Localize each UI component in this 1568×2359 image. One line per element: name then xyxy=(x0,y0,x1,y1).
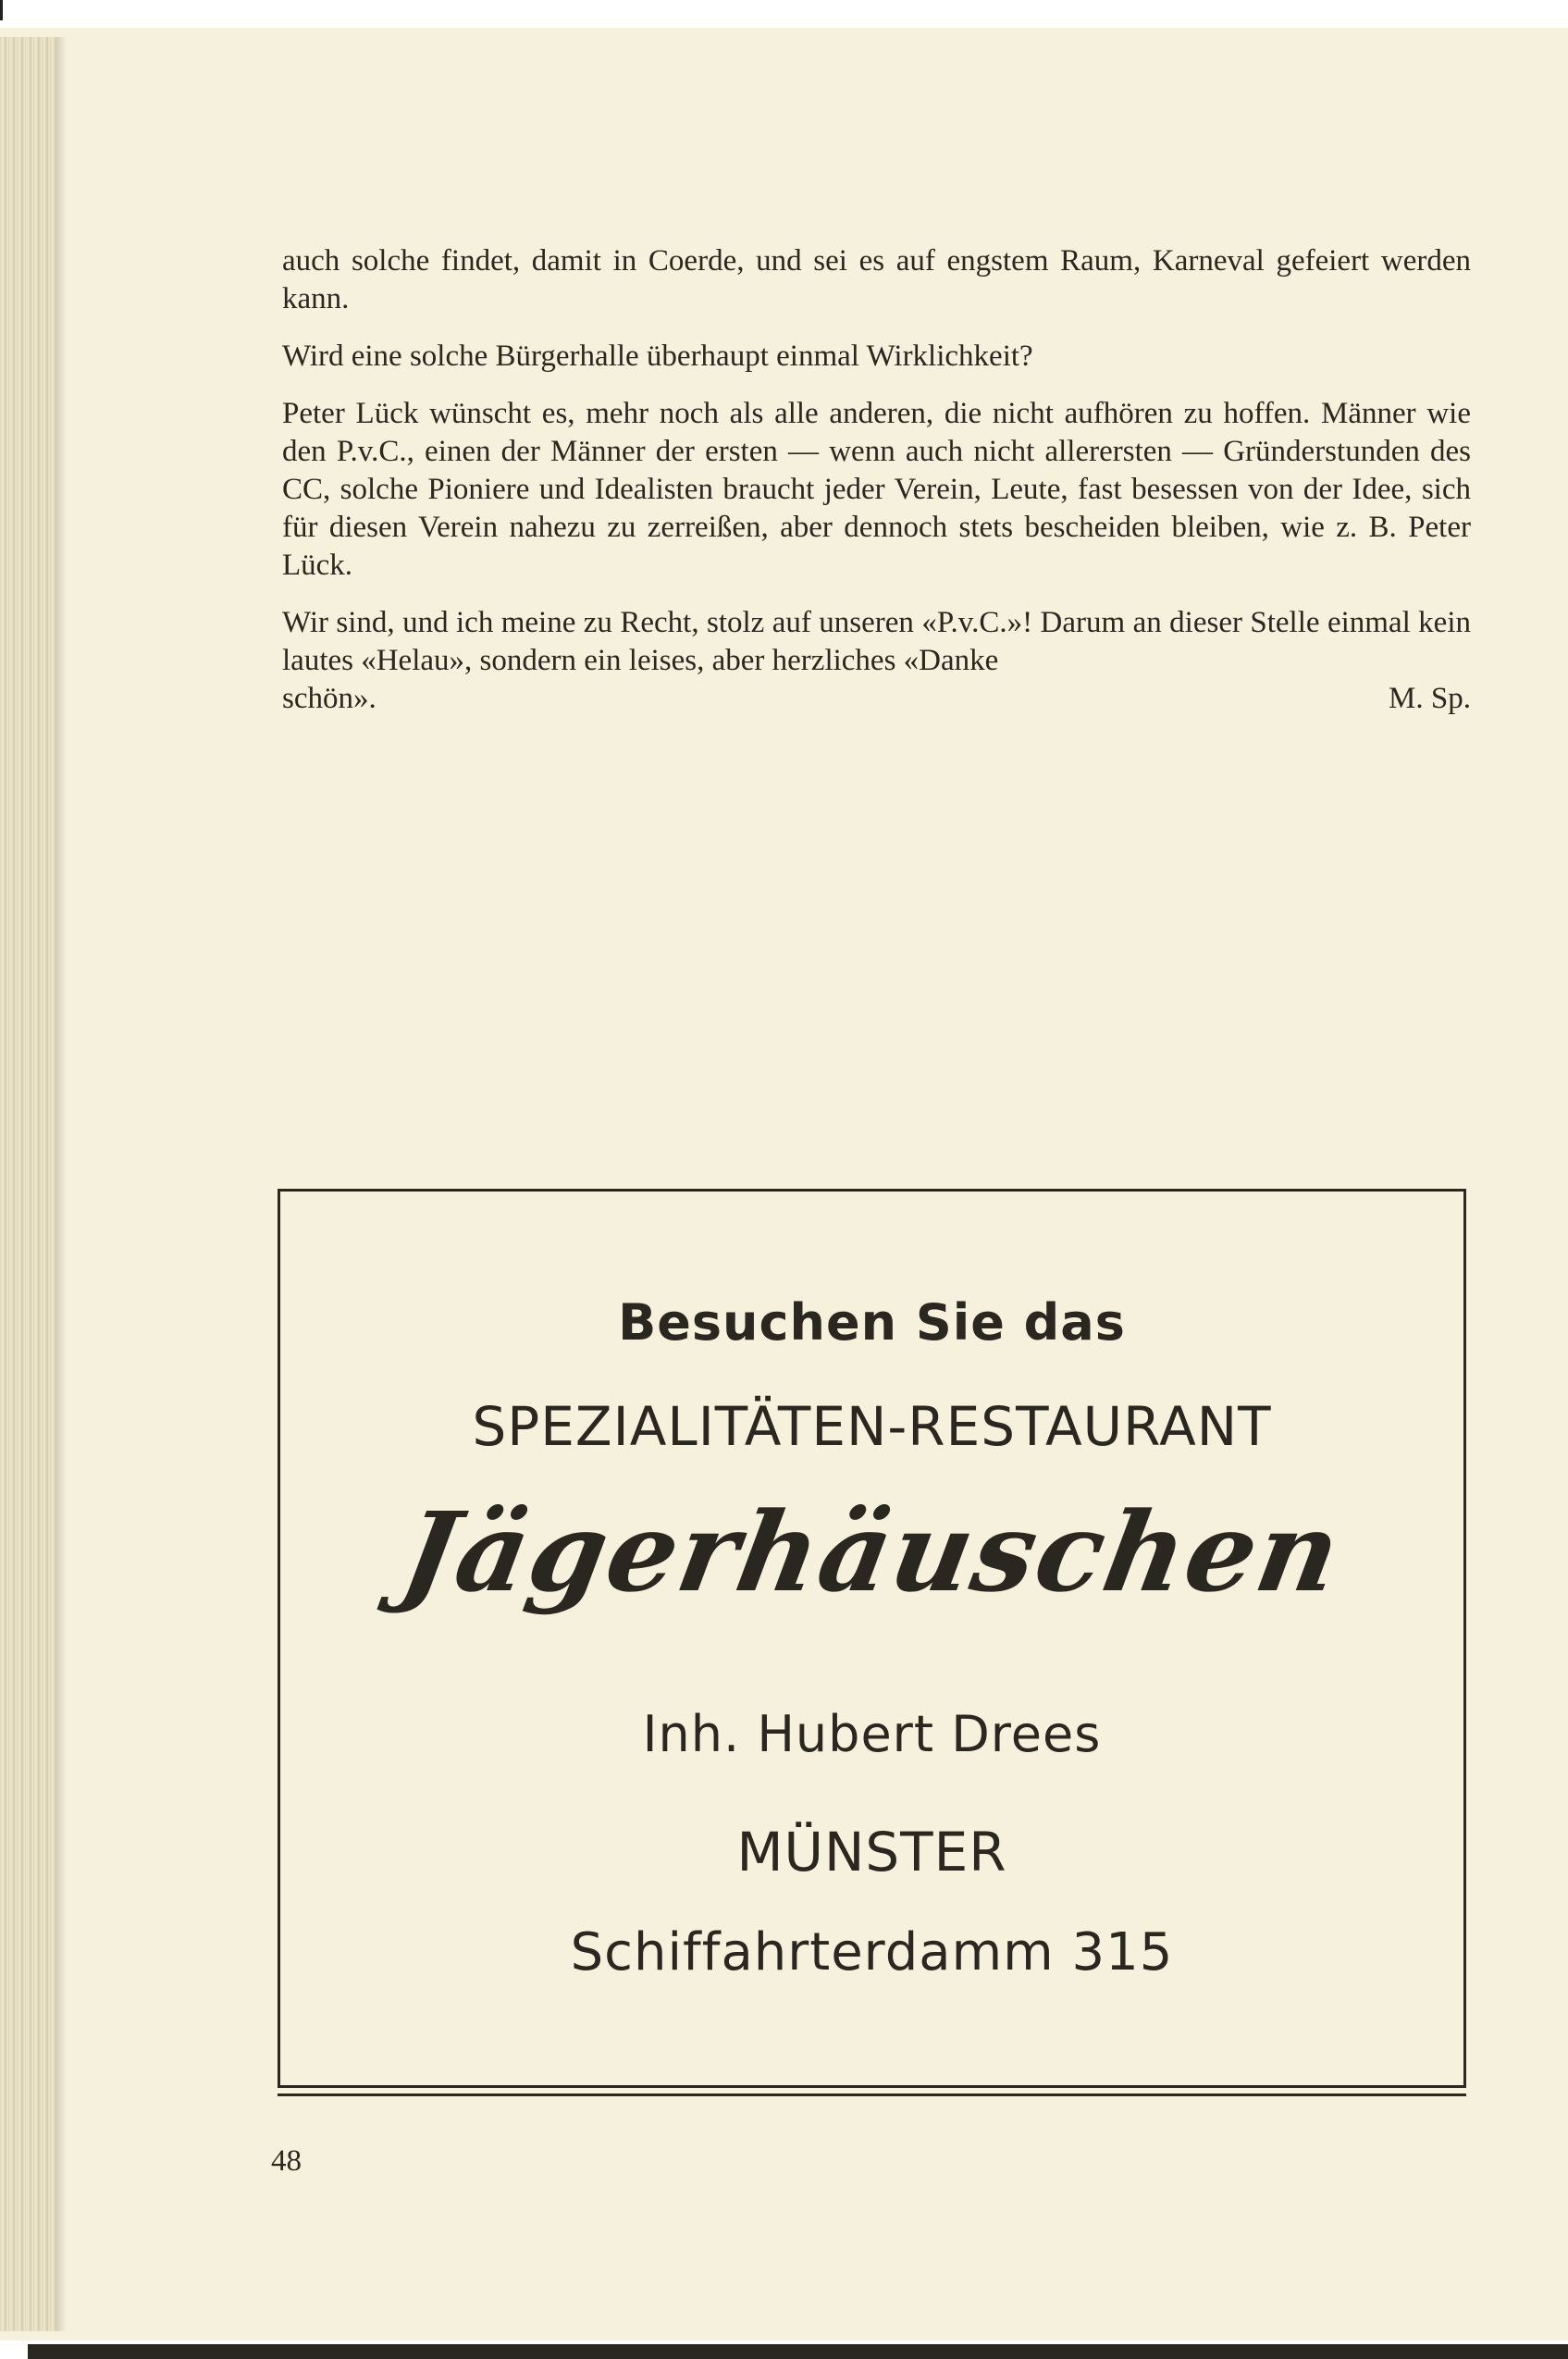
author-signature: M. Sp. xyxy=(1389,682,1471,715)
closing-last-line: schön». xyxy=(282,682,377,715)
scan-edge-mark xyxy=(0,0,3,20)
article-paragraph: Wird eine solche Bürgerhalle überhaupt einmal Wirklichkeit? xyxy=(282,340,1033,373)
restaurant-advertisement xyxy=(278,1189,1466,2088)
closing-line xyxy=(282,680,1471,718)
ad-city: MÜNSTER xyxy=(736,1821,1007,1883)
article-text xyxy=(282,242,1471,718)
ad-owner: Inh. Hubert Drees xyxy=(642,1705,1102,1763)
scan-bottom-edge xyxy=(28,2344,1568,2359)
page-stack-edges xyxy=(0,37,56,2331)
ad-restaurant-name: Jägerhäuschen xyxy=(392,1488,1352,1616)
page-gutter-shadow xyxy=(56,37,67,2331)
article-closing-paragraph: Wir sind, und ich meine zu Recht, stolz auf unseren «P.v.C.»! Darum an dieser Stelle einmal kein lautes «Helau», sondern ein leises, aber herzliches «Danke xyxy=(282,606,1471,677)
ad-restaurant-type: SPEZIALITÄTEN-RESTAURANT xyxy=(472,1395,1272,1458)
page-number: 48 xyxy=(271,2144,302,2178)
ad-address: Schiffahrterdamm 315 xyxy=(570,1922,1174,1982)
article-paragraph: Peter Lück wünscht es, mehr noch als alle anderen, die nicht aufhören zu hoffen. Männer wie den P.v.C., einen der Männer der ersten — wenn auch nicht allerersten — Gründerstunden des CC, solche Pioniere und Idealisten braucht jeder Verein, Leute, fast besessen von der Idee, sich für diesen Verein nahezu zu zerreißen, aber dennoch stets bescheiden bleiben, wie z. B. Peter Lück. xyxy=(282,397,1471,582)
article-paragraph: auch solche findet, damit in Coerde, und sei es auf engstem Raum, Karneval gefeiert werden kann. xyxy=(282,244,1471,315)
ad-invitation: Besuchen Sie das xyxy=(618,1293,1126,1352)
